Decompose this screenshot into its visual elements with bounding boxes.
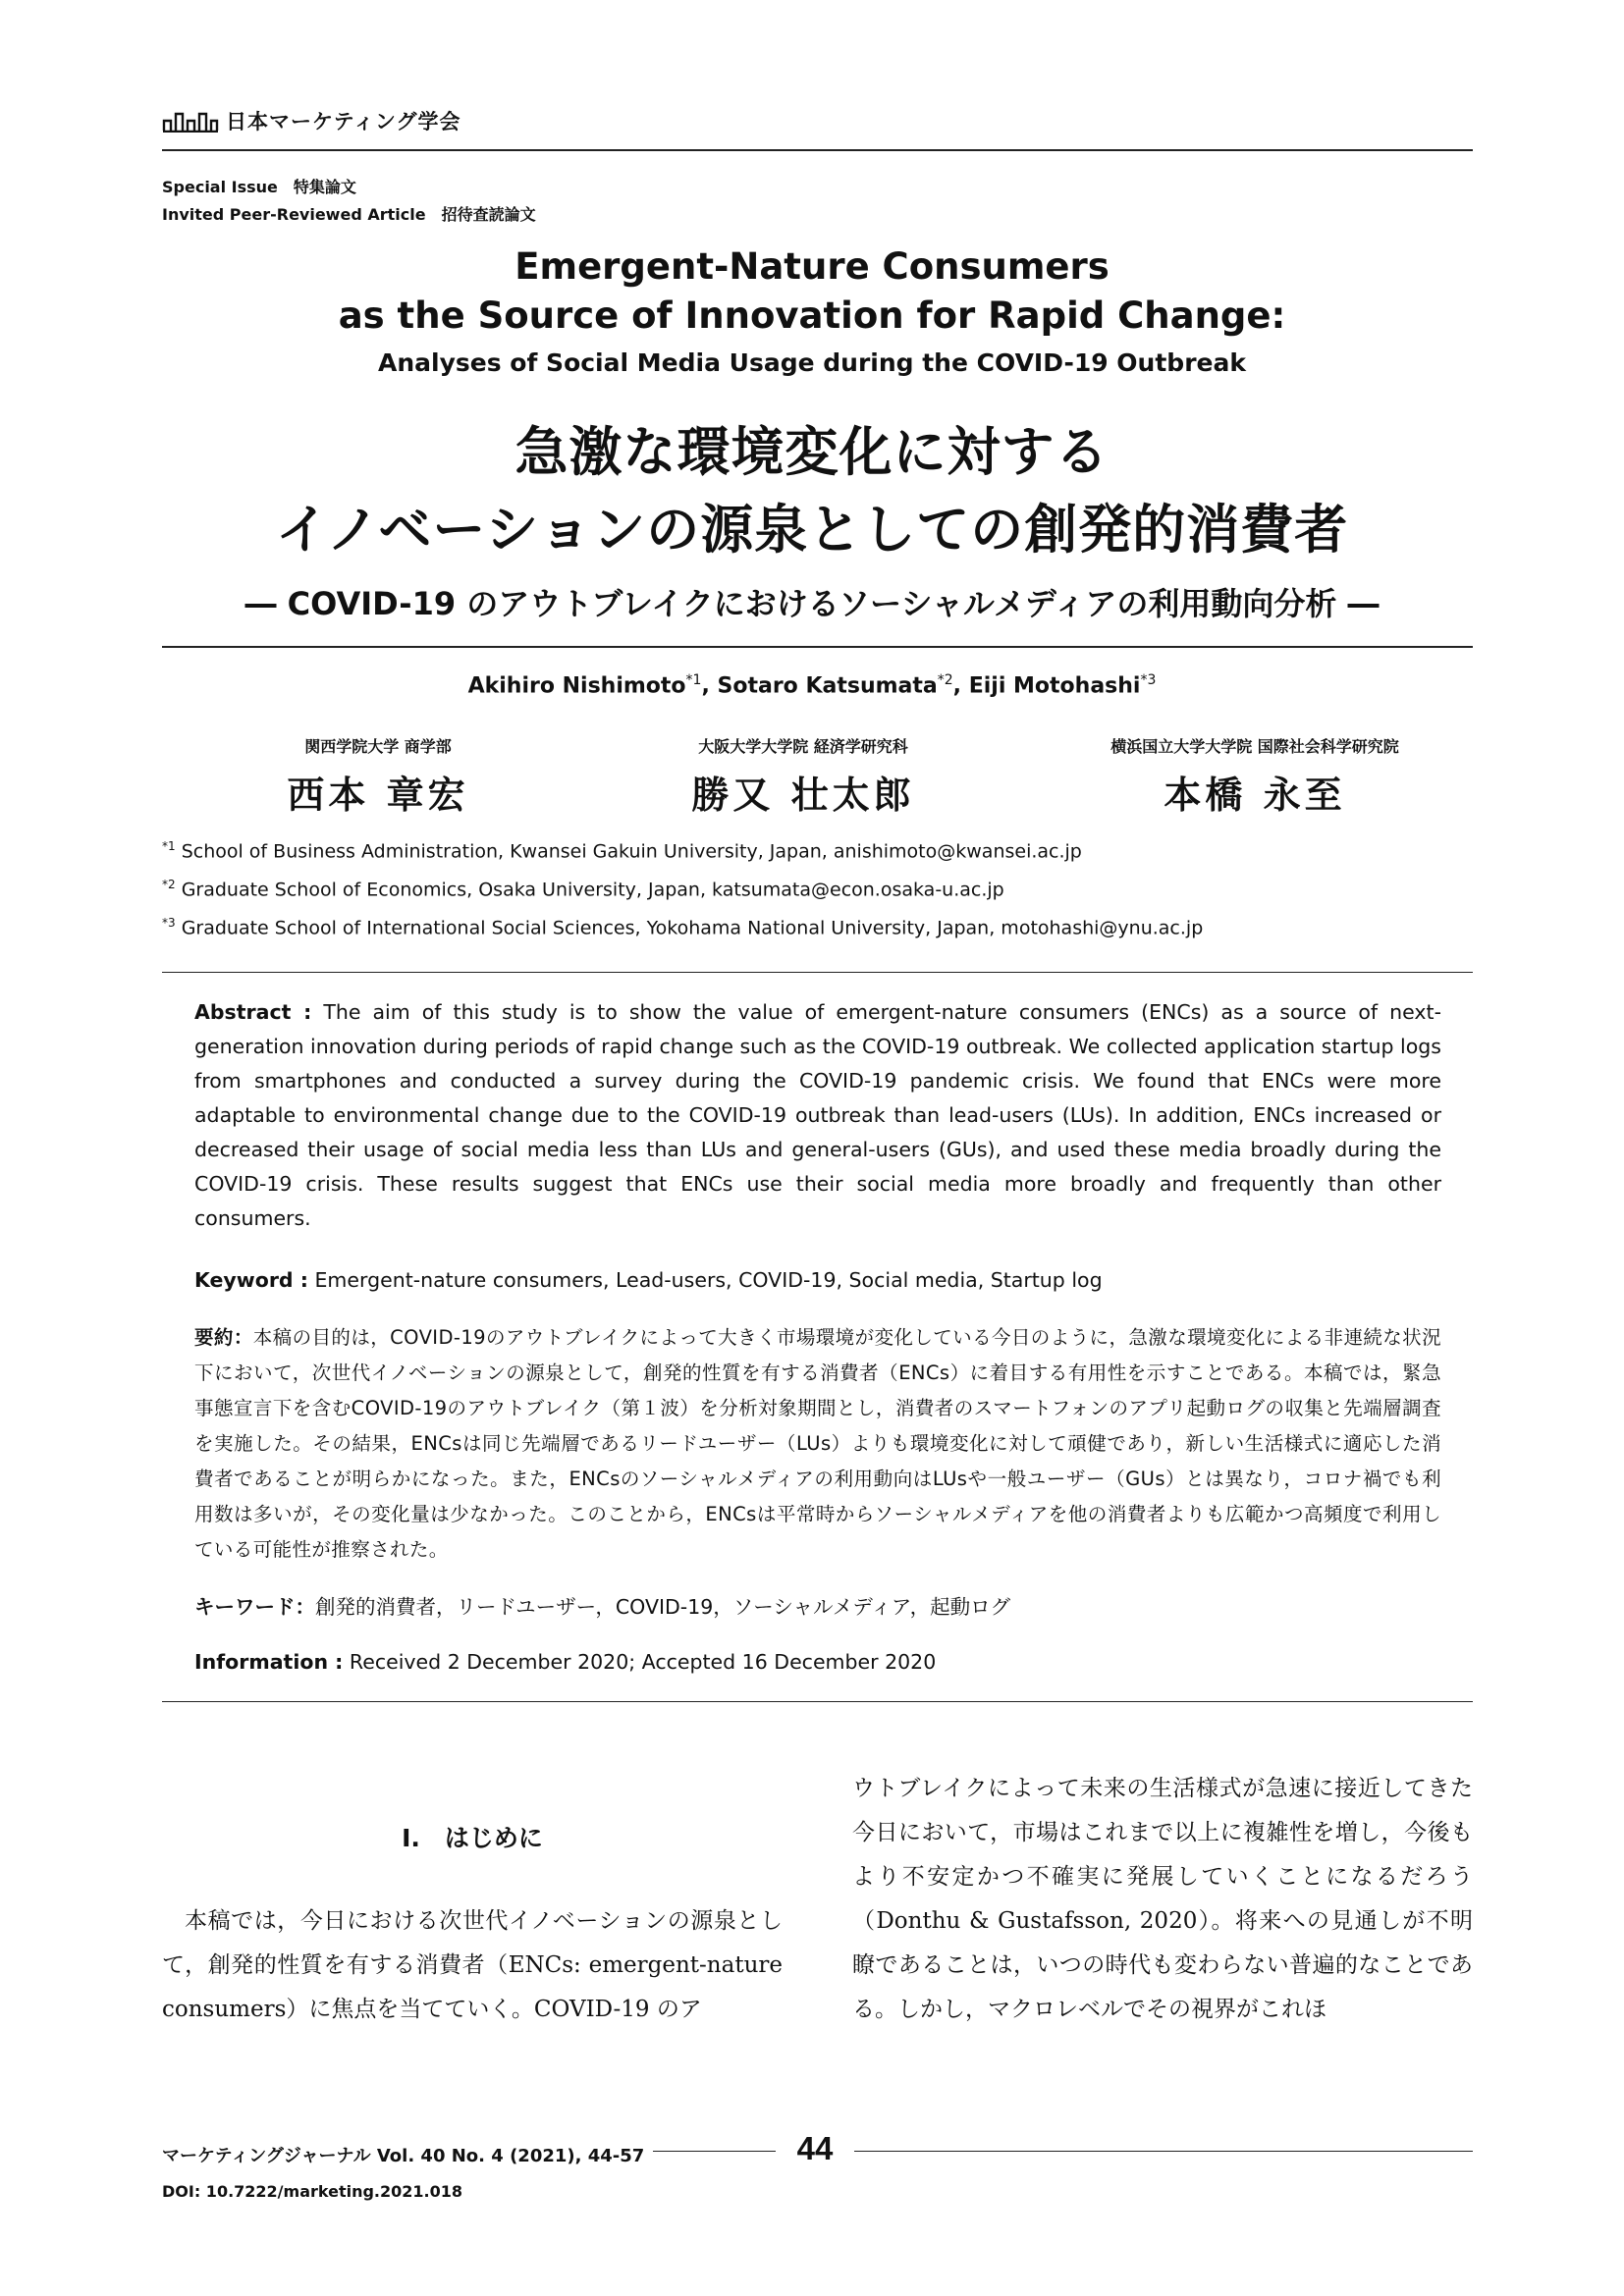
title-divider — [162, 646, 1473, 648]
japanese-subtitle: ― COVID-19 のアウトブレイクにおけるソーシャルメディアの利用動向分析 ― — [244, 585, 1380, 622]
author-block-1 — [172, 734, 584, 819]
affiliation-line-1: $^{*1}$ School of Business Administration, Kwansei Gakuin University, Japan, anishimoto@kwansei.ac.jp — [162, 839, 1082, 863]
author-mark: *3 — [1140, 672, 1157, 688]
affiliation-line-3: $^{*3}$ Graduate School of International Social Sciences, Yokohama National University, Japan, motohashi@ynu.ac.jp — [162, 916, 1204, 939]
affiliation-line-2: $^{*2}$ Graduate School of Economics, Osaka University, Japan, katsumata@econ.osaka-u.ac.jp — [162, 878, 1004, 901]
keyword-text: Emergent-nature consumers, Lead-users, COVID-19, Social media, Startup log — [314, 1268, 1103, 1292]
author-name: Eiji Motohashi — [968, 673, 1141, 699]
authors-divider — [162, 972, 1473, 973]
author-affiliation-ja: 関西学院大学 商学部 — [304, 737, 452, 756]
special-issue-label: Special Issue 特集論文 — [162, 178, 356, 196]
abstract-divider — [162, 1701, 1473, 1702]
english-title-line1: Emergent-Nature Consumers — [514, 245, 1110, 288]
section-heading: I. はじめに — [402, 1824, 543, 1852]
author-names-english: Akihiro Nishimoto$^{*1}$, Sotaro Katsumata$^{*2}$, Eiji Motohashi$^{*3}$ — [467, 672, 1157, 699]
abstract-ja — [194, 1320, 1441, 1568]
abstract-ja-text: 本稿の目的は，COVID-19のアウトブレイクによって大きく市場環境が変化している今日のように，急激な環境変化による非連続な状況下において，次世代イノベーションの源泉として，創発的性質を有する消費者（ENCs）に着目する有用性を示すことである。本稿では，緊急事態宣言下を含むCOVID-19のアウトブレイク（第１波）を分析対象期間とし，消費者のスマートフォンのアプリ起動ログの収集と先端層調査を実施した。その結果，ENCsは同じ先端層であるリードユーザー（LUs）よりも環境変化に対して頑健であり，新しい生活様式に適応した消費者であることが明らかになった。また，ENCsのソーシャルメディアの利用動向はLUsや一般ユーザー（GUs）とは異なり，コロナ禍でも利用数は多いが，その変化量は少なかった。このことから，ENCsは平常時からソーシャルメディアを他の消費者よりも広範かつ高頻度で利用している可能性が推察された。 — [194, 1326, 1441, 1561]
author-block-3 — [1049, 734, 1461, 819]
page-number: 44 — [776, 2130, 854, 2167]
article-type-label: Invited Peer-Reviewed Article 招待査読論文 — [162, 205, 536, 224]
author-affiliation-ja: 横浜国立大学大学院 国際社会科学研究院 — [1110, 737, 1399, 756]
keyword-ja-label: キーワード： — [194, 1595, 315, 1619]
author-mark: *2 — [937, 672, 953, 688]
author-block-2 — [597, 734, 1009, 819]
society-logo-icon — [162, 109, 219, 133]
header-divider — [162, 149, 1473, 151]
keyword-label: Keyword : — [194, 1268, 308, 1292]
article-information — [194, 1645, 1441, 1680]
author-name: Akihiro Nishimoto — [467, 673, 686, 699]
abstract-text: The aim of this study is to show the value of emergent-nature consumers (ENCs) as a source of next-generation innovation during periods of rapid change such as the COVID-19 outbreak. We collected application startup logs from smartphones and conducted a survey during the COVID-19 pandemic crisis. We found that ENCs were more adaptable to environmental change due to the COVID-19 outbreak than lead-users (LUs). In addition, ENCs increased or decreased their usage of social media less than LUs and general-users (GUs), and used these media broadly during the COVID-19 crisis. These results suggest that ENCs use their social media more broadly and frequently than other consumers. — [194, 1000, 1441, 1230]
body-column-left: 本稿では，今日における次世代イノベーションの源泉として，創発的性質を有する消費者（ENCs: emergent-nature consumers）に焦点を当てていく。COVID-19 のア — [162, 1908, 783, 2022]
keywords-ja — [194, 1590, 1441, 1625]
journal-citation: マーケティングジャーナル Vol. 40 No. 4 (2021), 44-57 — [162, 2146, 645, 2166]
author-name-ja: 本橋 永至 — [1164, 774, 1346, 817]
author-name: Sotaro Katsumata — [717, 673, 938, 699]
abstract-label: Abstract : — [194, 1000, 312, 1024]
society-name: 日本マーケティング学会 — [226, 110, 461, 133]
english-subtitle: Analyses of Social Media Usage during the COVID-19 Outbreak — [378, 348, 1246, 377]
abstract-ja-label: 要約： — [194, 1326, 253, 1349]
doi: DOI: 10.7222/marketing.2021.018 — [162, 2182, 463, 2201]
author-affiliation-ja: 大阪大学大学院 経済学研究科 — [698, 737, 908, 756]
abstract-en — [194, 995, 1441, 1236]
information-text: Received 2 December 2020; Accepted 16 December 2020 — [349, 1650, 937, 1674]
english-title-line2: as the Source of Innovation for Rapid Change: — [338, 294, 1286, 337]
japanese-title-line1: 急激な環境変化に対する — [514, 421, 1110, 483]
keywords-en — [194, 1263, 1441, 1298]
keyword-ja-text: 創発的消費者，リードユーザー，COVID-19，ソーシャルメディア，起動ログ — [315, 1595, 1011, 1619]
author-name-ja: 勝又 壮太郎 — [691, 774, 915, 817]
body-column-right: ウトブレイクによって未来の生活様式が急速に接近してきた今日において，市場はこれまで以上に複雑性を増し，今後もより不安定かつ不確実に発展していくことになるだろう（Donthu & Gustafsson, 2020）。将来への見通しが不明瞭であることは，いつの時代も変わらない普遍的なことである。しかし，マクロレベルでその視界がこれほ — [852, 1776, 1473, 2022]
author-mark: *1 — [685, 672, 702, 688]
author-name-ja: 西本 章宏 — [287, 774, 469, 817]
information-label: Information : — [194, 1650, 344, 1674]
japanese-title-line2: イノベーションの源泉としての創発的消費者 — [275, 499, 1349, 561]
